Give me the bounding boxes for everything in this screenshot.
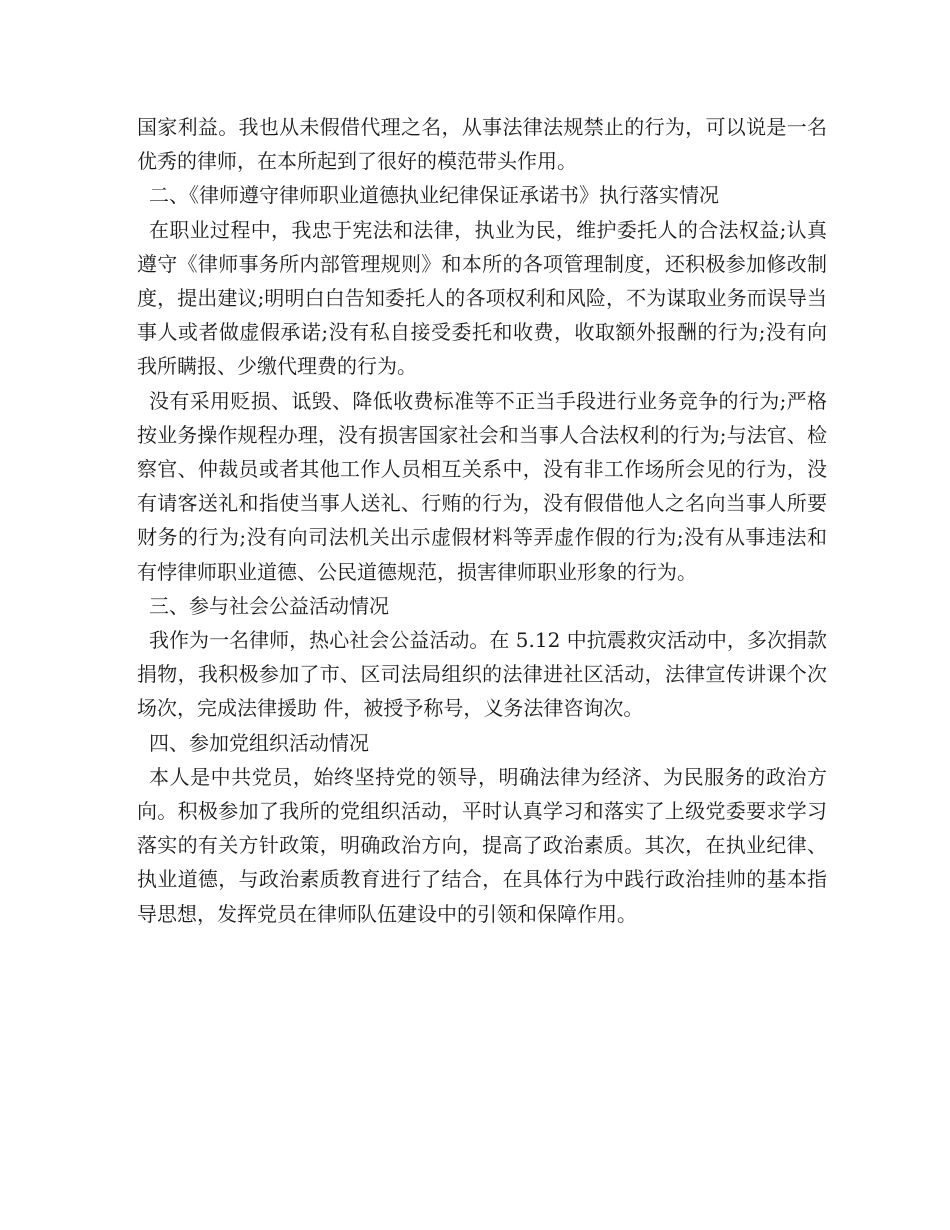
paragraph-party-activity: 本人是中共党员，始终坚持党的领导，明确法律为经济、为民服务的政治方向。积极参加了我所的党组织活动，平时认真学习和落实了上级党委要求学习落实的有关方针政策，明确政治方向，提高了政治素质。其次，在执业纪律、执业道德，与政治素质教育进行了结合，在具体行为中践行政治挂帅的基本指导思想，发挥党员在律师队伍建设中的引领和保障作用。 [137, 764, 827, 926]
paragraph-continuation: 国家利益。我也从未假借代理之名，从事法律法规禁止的行为，可以说是一名优秀的律师，在本所起到了很好的模范带头作用。 [137, 115, 827, 174]
paragraph-public-welfare: 我作为一名律师，热心社会公益活动。在 5.12 中抗震救灾活动中，多次捐款捐物，我积极参加了市、区司法局组织的法律进社区活动，法律宣传讲课个次 场次，完成法律援助 件，被授予称号，义务法律咨询次。 [137, 628, 827, 721]
section-heading-2: 二、《律师遵守律师职业道德执业纪律保证承诺书》执行落实情况 [149, 183, 719, 208]
section-heading-4: 四、参加党组织活动情况 [149, 730, 369, 755]
section-heading-3: 三、参与社会公益活动情况 [149, 593, 389, 618]
paragraph-duty: 在职业过程中，我忠于宪法和法律，执业为民，维护委托人的合法权益;认真遵守《律师事务所内部管理规则》和本所的各项管理制度，还积极参加修改制度，提出建议;明明白白告知委托人的各项权利和风险，不为谋取业务而误导当事人或者做虚假承诺;没有私自接受委托和收费，收取额外报酬的行为;没有向我所瞒报、少缴代理费的行为。 [137, 217, 827, 379]
paragraph-conduct: 没有采用贬损、诋毁、降低收费标准等不正当手段进行业务竞争的行为;严格按业务操作规程办理，没有损害国家社会和当事人合法权利的行为;与法官、检察官、仲裁员或者其他工作人员相互关系中，没有非工作场所会见的行为，没有请客送礼和指使当事人送礼、行贿的行为，没有假借他人之名向当事人所要财务的行为;没有向司法机关出示虚假材料等弄虚作假的行为;没有从事违法和有悖律师职业道德、公民道德规范，损害律师职业形象的行为。 [137, 388, 827, 584]
document-body [137, 110, 827, 931]
